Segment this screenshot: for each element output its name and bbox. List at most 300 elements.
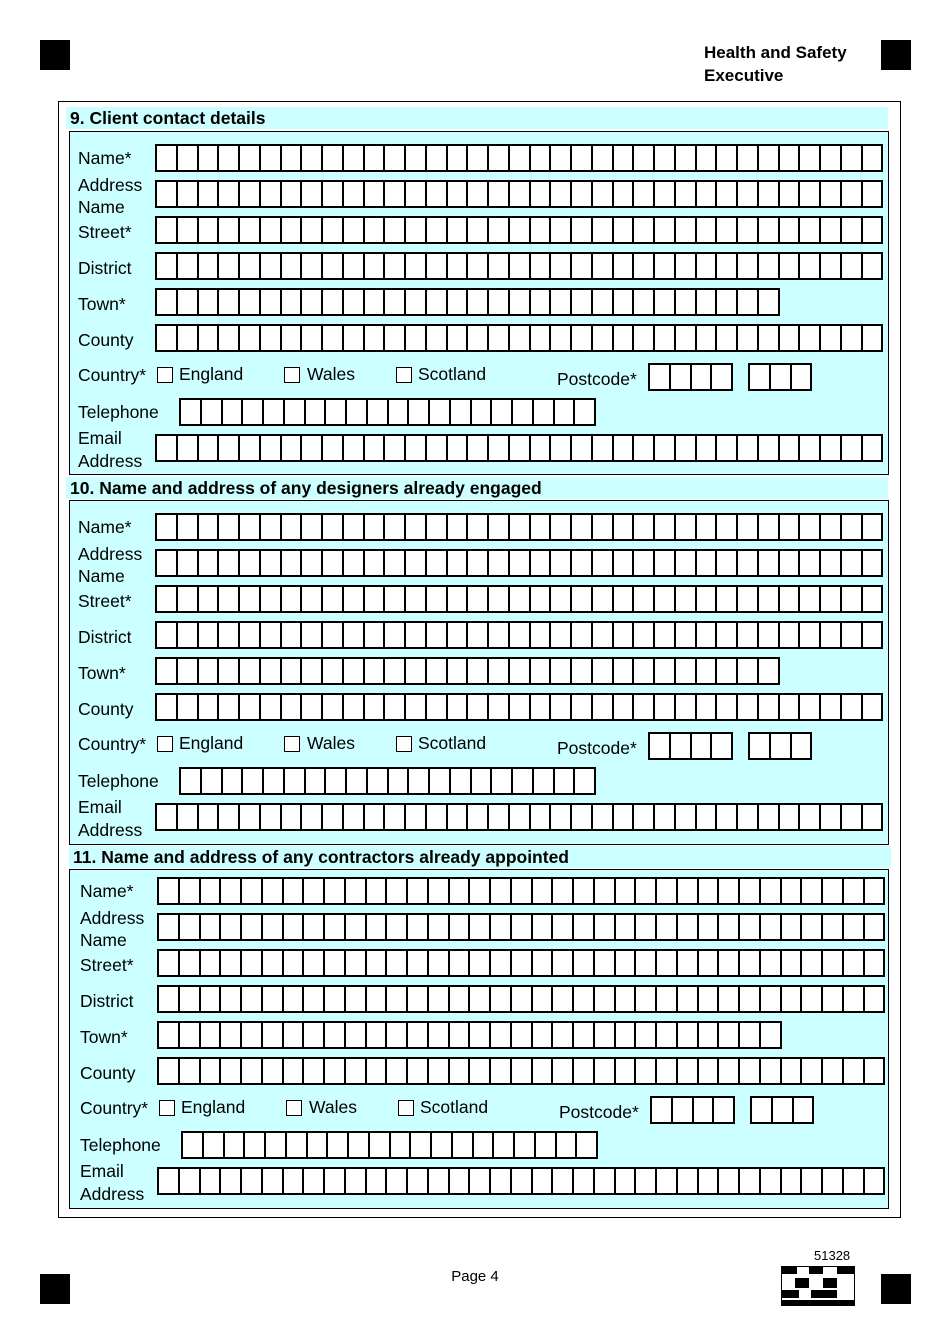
char-box[interactable] <box>513 769 534 793</box>
char-box[interactable] <box>365 290 386 314</box>
char-box[interactable] <box>614 805 635 829</box>
char-box[interactable] <box>427 254 448 278</box>
char-box[interactable] <box>655 326 676 350</box>
char-box[interactable] <box>181 769 202 793</box>
char-box[interactable] <box>782 1059 803 1083</box>
char-box[interactable] <box>489 551 510 575</box>
char-box[interactable] <box>261 805 282 829</box>
char-box[interactable] <box>531 254 552 278</box>
char-box[interactable] <box>593 659 614 683</box>
char-box[interactable] <box>261 290 282 314</box>
char-box[interactable] <box>427 146 448 170</box>
char-box[interactable] <box>178 254 199 278</box>
char-box[interactable] <box>676 587 697 611</box>
char-box[interactable] <box>221 987 242 1011</box>
char-box[interactable] <box>614 218 635 242</box>
char-box[interactable] <box>325 987 346 1011</box>
char-box[interactable] <box>282 587 303 611</box>
char-box[interactable] <box>157 659 178 683</box>
char-box[interactable] <box>719 1059 740 1083</box>
char-box[interactable] <box>655 515 676 539</box>
char-box[interactable] <box>636 879 657 903</box>
char-box[interactable] <box>595 915 616 939</box>
char-box[interactable] <box>652 1098 673 1122</box>
char-box[interactable] <box>844 915 865 939</box>
char-box[interactable] <box>242 879 263 903</box>
char-box[interactable] <box>406 326 427 350</box>
char-box[interactable] <box>863 254 884 278</box>
char-box[interactable] <box>553 1169 574 1193</box>
char-box[interactable] <box>794 1098 815 1122</box>
char-box[interactable] <box>738 254 759 278</box>
char-box[interactable] <box>468 182 489 206</box>
char-box[interactable] <box>284 951 305 975</box>
char-box[interactable] <box>385 805 406 829</box>
char-box[interactable] <box>738 290 759 314</box>
char-box[interactable] <box>738 218 759 242</box>
char-box[interactable] <box>697 254 718 278</box>
char-box[interactable] <box>261 587 282 611</box>
char-box[interactable] <box>159 1059 180 1083</box>
char-box[interactable] <box>409 769 430 793</box>
char-box[interactable] <box>510 326 531 350</box>
char-box[interactable] <box>178 290 199 314</box>
char-box[interactable] <box>302 551 323 575</box>
char-box[interactable] <box>719 1023 740 1047</box>
char-box[interactable] <box>761 1059 782 1083</box>
char-box[interactable] <box>302 218 323 242</box>
char-box[interactable] <box>427 659 448 683</box>
char-box[interactable] <box>759 805 780 829</box>
char-box[interactable] <box>717 805 738 829</box>
char-box[interactable] <box>365 659 386 683</box>
char-box[interactable] <box>657 915 678 939</box>
char-box[interactable] <box>180 951 201 975</box>
char-box[interactable] <box>821 254 842 278</box>
char-box[interactable] <box>531 551 552 575</box>
char-box[interactable] <box>759 436 780 460</box>
char-box[interactable] <box>180 1023 201 1047</box>
char-box[interactable] <box>780 146 801 170</box>
char-box[interactable] <box>676 695 697 719</box>
char-box[interactable] <box>489 218 510 242</box>
char-box[interactable] <box>575 769 596 793</box>
char-box[interactable] <box>240 587 261 611</box>
char-box[interactable] <box>676 515 697 539</box>
char-box[interactable] <box>468 695 489 719</box>
char-box[interactable] <box>780 326 801 350</box>
char-box[interactable] <box>515 1133 536 1157</box>
char-box[interactable] <box>408 1059 429 1083</box>
char-box[interactable] <box>510 218 531 242</box>
char-box[interactable] <box>738 146 759 170</box>
char-box[interactable] <box>201 1059 222 1083</box>
char-box[interactable] <box>512 987 533 1011</box>
char-box[interactable] <box>678 1023 699 1047</box>
char-box[interactable] <box>616 987 637 1011</box>
char-box[interactable] <box>802 1169 823 1193</box>
char-box[interactable] <box>759 659 780 683</box>
char-box[interactable] <box>489 623 510 647</box>
char-box[interactable] <box>201 1023 222 1047</box>
char-box[interactable] <box>159 879 180 903</box>
char-box[interactable] <box>489 182 510 206</box>
char-box[interactable] <box>472 400 493 424</box>
char-box[interactable] <box>450 879 471 903</box>
char-box[interactable] <box>676 805 697 829</box>
char-box[interactable] <box>302 659 323 683</box>
char-box[interactable] <box>512 879 533 903</box>
char-box[interactable] <box>553 987 574 1011</box>
char-box[interactable] <box>157 695 178 719</box>
char-box[interactable] <box>614 182 635 206</box>
char-box[interactable] <box>219 326 240 350</box>
char-box[interactable] <box>510 695 531 719</box>
char-box[interactable] <box>159 915 180 939</box>
char-box[interactable] <box>510 623 531 647</box>
char-box[interactable] <box>240 326 261 350</box>
char-box[interactable] <box>302 326 323 350</box>
char-box[interactable] <box>240 551 261 575</box>
char-box[interactable] <box>614 551 635 575</box>
char-box[interactable] <box>531 587 552 611</box>
char-box[interactable] <box>468 290 489 314</box>
char-box[interactable] <box>712 734 733 758</box>
char-box[interactable] <box>157 254 178 278</box>
char-box[interactable] <box>387 951 408 975</box>
char-box[interactable] <box>199 182 220 206</box>
char-box[interactable] <box>531 695 552 719</box>
char-box[interactable] <box>282 623 303 647</box>
char-box[interactable] <box>513 400 534 424</box>
char-box[interactable] <box>240 436 261 460</box>
char-box[interactable] <box>323 290 344 314</box>
char-box[interactable] <box>468 515 489 539</box>
char-box[interactable] <box>468 587 489 611</box>
s10-email-input[interactable] <box>155 803 883 831</box>
char-box[interactable] <box>699 1059 720 1083</box>
s10-england-checkbox[interactable] <box>157 736 173 752</box>
char-box[interactable] <box>782 951 803 975</box>
char-box[interactable] <box>595 879 616 903</box>
char-box[interactable] <box>221 1023 242 1047</box>
char-box[interactable] <box>282 290 303 314</box>
char-box[interactable] <box>365 436 386 460</box>
char-box[interactable] <box>616 879 637 903</box>
char-box[interactable] <box>264 769 285 793</box>
char-box[interactable] <box>676 623 697 647</box>
s10-postcode-outward-input[interactable] <box>648 732 733 760</box>
char-box[interactable] <box>261 623 282 647</box>
char-box[interactable] <box>636 1023 657 1047</box>
char-box[interactable] <box>450 1169 471 1193</box>
char-box[interactable] <box>551 182 572 206</box>
char-box[interactable] <box>344 290 365 314</box>
char-box[interactable] <box>448 551 469 575</box>
char-box[interactable] <box>349 1133 370 1157</box>
char-box[interactable] <box>717 218 738 242</box>
char-box[interactable] <box>285 769 306 793</box>
char-box[interactable] <box>842 515 863 539</box>
char-box[interactable] <box>842 587 863 611</box>
char-box[interactable] <box>697 551 718 575</box>
char-box[interactable] <box>780 695 801 719</box>
s9-scotland-checkbox[interactable] <box>396 367 412 383</box>
char-box[interactable] <box>385 182 406 206</box>
char-box[interactable] <box>802 879 823 903</box>
char-box[interactable] <box>474 1133 495 1157</box>
char-box[interactable] <box>863 587 884 611</box>
char-box[interactable] <box>157 515 178 539</box>
char-box[interactable] <box>593 218 614 242</box>
char-box[interactable] <box>491 915 512 939</box>
char-box[interactable] <box>557 1133 578 1157</box>
char-box[interactable] <box>427 551 448 575</box>
char-box[interactable] <box>821 218 842 242</box>
char-box[interactable] <box>655 218 676 242</box>
char-box[interactable] <box>282 805 303 829</box>
char-box[interactable] <box>408 987 429 1011</box>
char-box[interactable] <box>326 769 347 793</box>
char-box[interactable] <box>430 769 451 793</box>
char-box[interactable] <box>593 805 614 829</box>
char-box[interactable] <box>792 365 813 389</box>
s11-postcode-outward-input[interactable] <box>650 1096 735 1124</box>
char-box[interactable] <box>159 987 180 1011</box>
char-box[interactable] <box>219 551 240 575</box>
char-box[interactable] <box>302 587 323 611</box>
char-box[interactable] <box>577 1133 598 1157</box>
char-box[interactable] <box>387 879 408 903</box>
char-box[interactable] <box>614 254 635 278</box>
char-box[interactable] <box>489 805 510 829</box>
char-box[interactable] <box>365 146 386 170</box>
char-box[interactable] <box>593 146 614 170</box>
char-box[interactable] <box>717 623 738 647</box>
char-box[interactable] <box>533 915 554 939</box>
char-box[interactable] <box>676 182 697 206</box>
char-box[interactable] <box>287 1133 308 1157</box>
char-box[interactable] <box>448 326 469 350</box>
char-box[interactable] <box>263 987 284 1011</box>
char-box[interactable] <box>263 879 284 903</box>
char-box[interactable] <box>263 1059 284 1083</box>
char-box[interactable] <box>842 182 863 206</box>
char-box[interactable] <box>719 879 740 903</box>
char-box[interactable] <box>512 915 533 939</box>
char-box[interactable] <box>385 326 406 350</box>
char-box[interactable] <box>367 951 388 975</box>
char-box[interactable] <box>263 915 284 939</box>
char-box[interactable] <box>411 1133 432 1157</box>
char-box[interactable] <box>282 218 303 242</box>
char-box[interactable] <box>368 769 389 793</box>
char-box[interactable] <box>492 400 513 424</box>
char-box[interactable] <box>574 915 595 939</box>
char-box[interactable] <box>821 436 842 460</box>
char-box[interactable] <box>385 290 406 314</box>
char-box[interactable] <box>323 515 344 539</box>
char-box[interactable] <box>240 623 261 647</box>
char-box[interactable] <box>304 951 325 975</box>
char-box[interactable] <box>595 951 616 975</box>
char-box[interactable] <box>678 951 699 975</box>
char-box[interactable] <box>697 436 718 460</box>
char-box[interactable] <box>261 659 282 683</box>
char-box[interactable] <box>157 623 178 647</box>
char-box[interactable] <box>494 1133 515 1157</box>
char-box[interactable] <box>575 400 596 424</box>
char-box[interactable] <box>427 182 448 206</box>
char-box[interactable] <box>491 1023 512 1047</box>
char-box[interactable] <box>551 587 572 611</box>
char-box[interactable] <box>699 951 720 975</box>
char-box[interactable] <box>614 587 635 611</box>
char-box[interactable] <box>750 734 771 758</box>
char-box[interactable] <box>697 587 718 611</box>
char-box[interactable] <box>489 695 510 719</box>
char-box[interactable] <box>671 365 692 389</box>
char-box[interactable] <box>676 326 697 350</box>
char-box[interactable] <box>489 290 510 314</box>
char-box[interactable] <box>553 915 574 939</box>
char-box[interactable] <box>282 436 303 460</box>
char-box[interactable] <box>844 987 865 1011</box>
char-box[interactable] <box>699 1023 720 1047</box>
char-box[interactable] <box>800 551 821 575</box>
char-box[interactable] <box>240 805 261 829</box>
char-box[interactable] <box>510 436 531 460</box>
char-box[interactable] <box>697 326 718 350</box>
char-box[interactable] <box>717 182 738 206</box>
char-box[interactable] <box>673 1098 694 1122</box>
char-box[interactable] <box>533 1023 554 1047</box>
char-box[interactable] <box>717 695 738 719</box>
char-box[interactable] <box>551 218 572 242</box>
char-box[interactable] <box>863 623 884 647</box>
char-box[interactable] <box>448 182 469 206</box>
char-box[interactable] <box>219 182 240 206</box>
char-box[interactable] <box>534 769 555 793</box>
char-box[interactable] <box>219 436 240 460</box>
char-box[interactable] <box>261 551 282 575</box>
char-box[interactable] <box>865 1059 886 1083</box>
char-box[interactable] <box>468 551 489 575</box>
char-box[interactable] <box>451 400 472 424</box>
char-box[interactable] <box>344 218 365 242</box>
char-box[interactable] <box>308 1133 329 1157</box>
s11-postcode-inward-input[interactable] <box>750 1096 814 1124</box>
char-box[interactable] <box>655 587 676 611</box>
char-box[interactable] <box>325 1059 346 1083</box>
char-box[interactable] <box>470 1169 491 1193</box>
char-box[interactable] <box>365 326 386 350</box>
char-box[interactable] <box>634 805 655 829</box>
char-box[interactable] <box>531 218 552 242</box>
char-box[interactable] <box>634 695 655 719</box>
char-box[interactable] <box>510 659 531 683</box>
char-box[interactable] <box>780 436 801 460</box>
char-box[interactable] <box>201 987 222 1011</box>
char-box[interactable] <box>551 805 572 829</box>
char-box[interactable] <box>761 1169 782 1193</box>
char-box[interactable] <box>780 551 801 575</box>
char-box[interactable] <box>634 587 655 611</box>
char-box[interactable] <box>555 400 576 424</box>
char-box[interactable] <box>202 400 223 424</box>
char-box[interactable] <box>157 218 178 242</box>
char-box[interactable] <box>365 515 386 539</box>
char-box[interactable] <box>323 551 344 575</box>
s9-town-input[interactable] <box>155 288 780 316</box>
char-box[interactable] <box>221 951 242 975</box>
char-box[interactable] <box>219 587 240 611</box>
char-box[interactable] <box>370 1133 391 1157</box>
char-box[interactable] <box>199 515 220 539</box>
s11-street-input[interactable] <box>157 949 885 977</box>
char-box[interactable] <box>782 987 803 1011</box>
char-box[interactable] <box>328 1133 349 1157</box>
char-box[interactable] <box>178 551 199 575</box>
char-box[interactable] <box>740 1023 761 1047</box>
char-box[interactable] <box>180 879 201 903</box>
char-box[interactable] <box>692 734 713 758</box>
char-box[interactable] <box>326 400 347 424</box>
char-box[interactable] <box>240 695 261 719</box>
char-box[interactable] <box>863 515 884 539</box>
char-box[interactable] <box>344 695 365 719</box>
char-box[interactable] <box>367 1059 388 1083</box>
char-box[interactable] <box>740 915 761 939</box>
char-box[interactable] <box>759 254 780 278</box>
char-box[interactable] <box>655 146 676 170</box>
char-box[interactable] <box>302 254 323 278</box>
char-box[interactable] <box>863 805 884 829</box>
char-box[interactable] <box>284 879 305 903</box>
char-box[interactable] <box>489 254 510 278</box>
char-box[interactable] <box>614 290 635 314</box>
char-box[interactable] <box>717 290 738 314</box>
char-box[interactable] <box>759 326 780 350</box>
char-box[interactable] <box>282 551 303 575</box>
char-box[interactable] <box>678 1059 699 1083</box>
char-box[interactable] <box>385 695 406 719</box>
char-box[interactable] <box>593 290 614 314</box>
char-box[interactable] <box>221 1169 242 1193</box>
s11-address-name-input[interactable] <box>157 913 885 941</box>
char-box[interactable] <box>531 515 552 539</box>
char-box[interactable] <box>574 879 595 903</box>
char-box[interactable] <box>655 182 676 206</box>
char-box[interactable] <box>676 659 697 683</box>
s10-scotland-checkbox[interactable] <box>396 736 412 752</box>
char-box[interactable] <box>450 1023 471 1047</box>
char-box[interactable] <box>470 879 491 903</box>
char-box[interactable] <box>572 551 593 575</box>
char-box[interactable] <box>593 551 614 575</box>
char-box[interactable] <box>657 1059 678 1083</box>
char-box[interactable] <box>821 623 842 647</box>
char-box[interactable] <box>306 769 327 793</box>
s11-england-checkbox[interactable] <box>159 1100 175 1116</box>
char-box[interactable] <box>551 623 572 647</box>
char-box[interactable] <box>780 254 801 278</box>
char-box[interactable] <box>842 326 863 350</box>
char-box[interactable] <box>759 218 780 242</box>
char-box[interactable] <box>261 182 282 206</box>
char-box[interactable] <box>302 515 323 539</box>
char-box[interactable] <box>510 805 531 829</box>
